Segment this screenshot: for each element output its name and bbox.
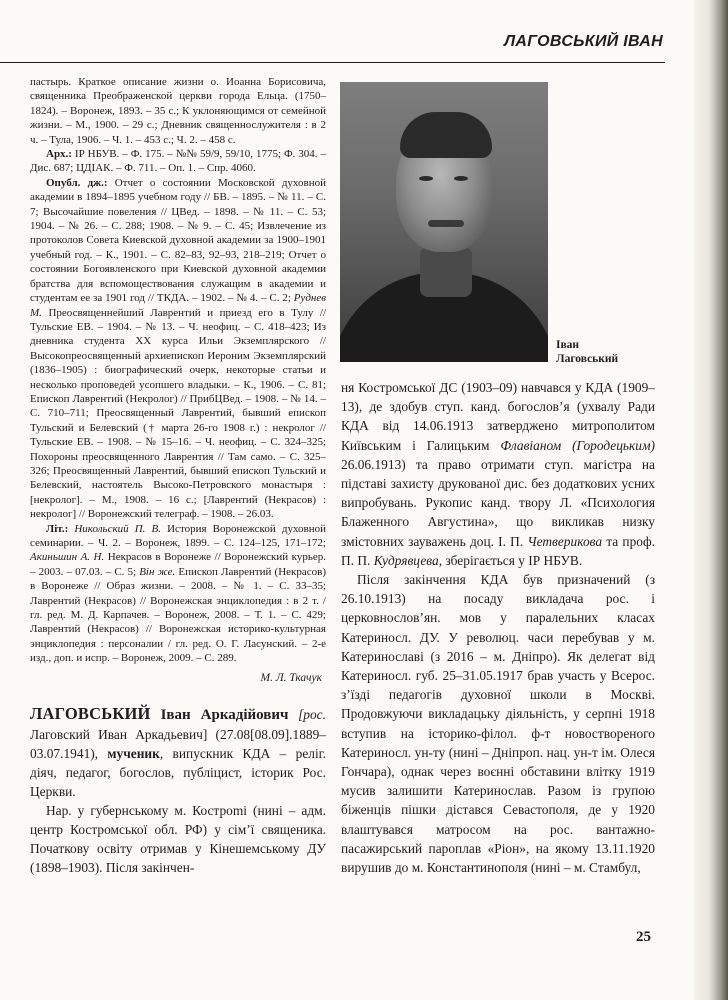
- entry-birth-text: Нар. у губернському м. Кострomі (нині – адм. центр Костромської обл. РФ) у сім’ї священика. Початкову освіту отримав у Кінешемському ДУ (1898–1903). Після закінчен-: [30, 802, 326, 875]
- bibliography-works: пастырь. Краткое описание жизни о. Иоанна Борисовича, священника Преображенской церкви города Ельца. (1750–1824). – Воронеж, 1893. – 35 с.; К уклоняющимся от семейной жизни. – М., 1900. – 29 с.; Дневник священнослужителя : в 2 ч. – Тула, 1906. – Ч. 1. – 453 с.; Ч. 2. – 458 с.: [30, 76, 326, 146]
- published-sources-author: Руднев М.: [30, 292, 326, 319]
- entry-start: [30, 704, 326, 877]
- entry-birth-paragraph-start: [30, 801, 326, 877]
- life-dates: (27.08[08.09].1889–03.07.1941),: [30, 726, 326, 761]
- running-head-title: ЛАГОВСЬКИЙ ІВАН: [504, 33, 663, 50]
- russian-label: [рос.: [298, 706, 326, 722]
- photo-caption: [556, 338, 618, 366]
- portrait-photo: [340, 82, 548, 362]
- archives-text: ІР НБУВ. – Ф. 175. – №№ 59/9, 59/10, 1775; Ф. 304. – Дис. 687; ЦДІАК. – Ф. 711. – Оп. 1. – Спр. 4060.: [30, 148, 326, 175]
- photo-hair: [400, 112, 492, 158]
- page-number: 25: [636, 929, 651, 945]
- published-sources-paragraph: [30, 176, 326, 522]
- literature-author-3: Він же.: [139, 565, 176, 578]
- literature-label: Літ.:: [46, 522, 69, 535]
- photo-caption-surname: Лаговський: [556, 353, 619, 365]
- chetverikov-name: Четверикова: [527, 533, 603, 549]
- running-head: [0, 0, 665, 63]
- entry-birth-text-4: , зберігається у ІР НБУВ.: [438, 552, 583, 568]
- entry-birth-text-2: 26.06.1913) та право отримати ступ. магістра на підставі захисту друкованої дис. без додаткових усних випробувань. Рукопис канд. твору Л. «Психология Блаженного Августина», що викликав низку змістовних зауважень доц. І. П.: [341, 456, 655, 549]
- martyr-label: мученик: [98, 745, 160, 761]
- entry-headword-name: Іван Аркадійович: [150, 706, 289, 723]
- archives-label: Арх.:: [46, 148, 72, 161]
- literature-author-1: Никольский П. В.: [68, 522, 161, 535]
- published-sources-label: Опубл. дж.:: [46, 176, 108, 189]
- entry-headword-surname: ЛАГОВСЬКИЙ: [30, 703, 151, 723]
- photo-neck: [420, 247, 472, 297]
- right-column: [341, 378, 655, 877]
- kudriavtsev-name: Кудрявцева: [373, 552, 439, 568]
- bibliography-section: [30, 75, 326, 666]
- published-sources-text-1: Отчет о состоянии Московской духовной академии в 1894–1895 учебном году // БВ. – 1895. – № 11. – С. 7; Высочайшие повеления // ЦВед. – 1898. – № 11. – С. 53; 1904. – № 26. – С. 288; 1908. – № 9. – С. 45; Извлечение из протоколов Совета Киевской духовной академии за 1900–1901 учебный год. – К., 1901. – С. 82–83, 92–93, 218–219; Отчет о состоянии Богоявленского при Киевской духовной академии братства для вспомоществования служащим в академии и студентам ее за 1901 год // ТКДА. – 1902. – № 4. – С. 2;: [30, 176, 326, 305]
- photo-caption-first-name: Іван: [556, 339, 580, 351]
- left-column: [30, 75, 326, 877]
- entry-birth-paragraph-continued: [341, 378, 655, 570]
- entry-intro-rest: , випускник КДА – реліг. діяч, педагог, богослов, публіцист, історик Рос. Церкви.: [30, 745, 326, 799]
- entry-intro-paragraph: [30, 704, 326, 801]
- photo-right-eye: [454, 176, 468, 181]
- flavian-name: Флавіаном (Городецьким): [500, 437, 655, 453]
- literature-author-2: Акиньшин А. Н.: [30, 551, 105, 564]
- author-signature: М. Л. Ткачук: [260, 671, 322, 684]
- russian-name: Лаговский Иван Аркадьевич]: [30, 726, 208, 742]
- literature-text-3: Епископ Лаврентий (Некрасов) в Воронеже // Образ жизни. – 2008. – № 1. – С. 33–35; Лаврентий (Некрасов) // Воронежская энциклопедия : в 2 т. / гл. ред. М. Д. Карпачев. – Воронеж, 2008. – Т. 1. – С. 429; Лаврентий (Некрасов) // Воронежская историко-культурная энциклопедия : персоналии / гл. ред. О. Г. Ласунский. – 2-е изд., доп. и испр. – Воронеж, 2009. – С. 289.: [30, 565, 327, 665]
- literature-text-2: Некрасов в Воронеже // Воронежский курьер. – 2003. – 07.03. – С. 5;: [30, 551, 326, 578]
- photo-moustache: [428, 220, 464, 227]
- entry-birth-text-3: та проф. П. П.: [341, 533, 655, 568]
- entry-birth-continued-text: ня Костромської ДС (1903–09) навчався у КДА (1909–13), де здобув ступ. канд. богослов’я (ухвалу Ради КДА від 14.06.1913 затверджено митрополитом Київським і Галицьким: [341, 380, 655, 453]
- published-sources-text-2: Преосвященнейший Лаврентий и приезд его в Тулу // Тульские ЕВ. – 1904. – № 13. – Ч. неофиц. – С. 418–423; Из дневника студента XX курса Ильи Экземплярского // Высокопреосвященный архиепископ Иероним Экземплярский (1836–1905) : биографический очерк, некоторые статьи и несколько проповедей усопшего владыки. – К., 1906. – С. 81; Епископ Лаврентий (Некролог) // ПрибЦВед. – 1908. – № 14. – С. 710–711; Преосвященный Лаврентий, бывший епископ Тульский и Белевский († марта 26-го 1908 г.) : некролог // Тульские ЕВ. – 1908. – № 15–16. – Ч. неофиц. – С. 324–325; Похороны преосвященного Лаврентия // Там само. – С. 325–326; Преосвященный Лаврентий, бывший епископ Тульский и Белевский, настоятель Высоко-Петровского монастыря : [некролог]. – М., 1908. – 16 с.; [Лаврентий (Некрасов) : некролог] // Воронежский телеграф. – 1908. – 26.03.: [30, 306, 326, 521]
- literature-text-1: История Воронежской духовной семинарии. – Ч. 2. – Воронеж, 1899. – С. 124–125, 171–172;: [30, 522, 326, 549]
- archives-paragraph: [30, 147, 326, 176]
- literature-paragraph: [30, 522, 326, 666]
- page-gutter-shadow: [694, 0, 728, 1000]
- photo-left-eye: [419, 176, 433, 181]
- entry-career-paragraph: Після закінчення КДА був призначений (з 26.10.1913) на посаду викладача рос. і церковнослов’ян. мов у паралельних класах Катериносл. ДУ. У революц. часи перебував у м. Катеринославі (з 2016 – м. Дніпро). Як делегат від Катериносл. губ. 25–31.05.1917 брав участь у Всерос. з’їзді педагогів духовної школи в Москві. Продовжуючи викладацьку діяльність, у серпні 1918 вступив на історико-філол. ф-т новоствореного Катериносл. ун-ту (нині – Дніпроп. нац. ун-т ім. Олеся Гончара), однак через воєнні обставини влітку 1919 мусив залишити Катеринослав. Разом із групою біженців пішки дістався Севастополя, де у 1920 влаштувався матросом на рос. вантажно-пасажирський пароплав «Ріон», на якому 13.11.1920 вирушив до м. Константинополя (нині – м. Стамбул,: [341, 572, 655, 876]
